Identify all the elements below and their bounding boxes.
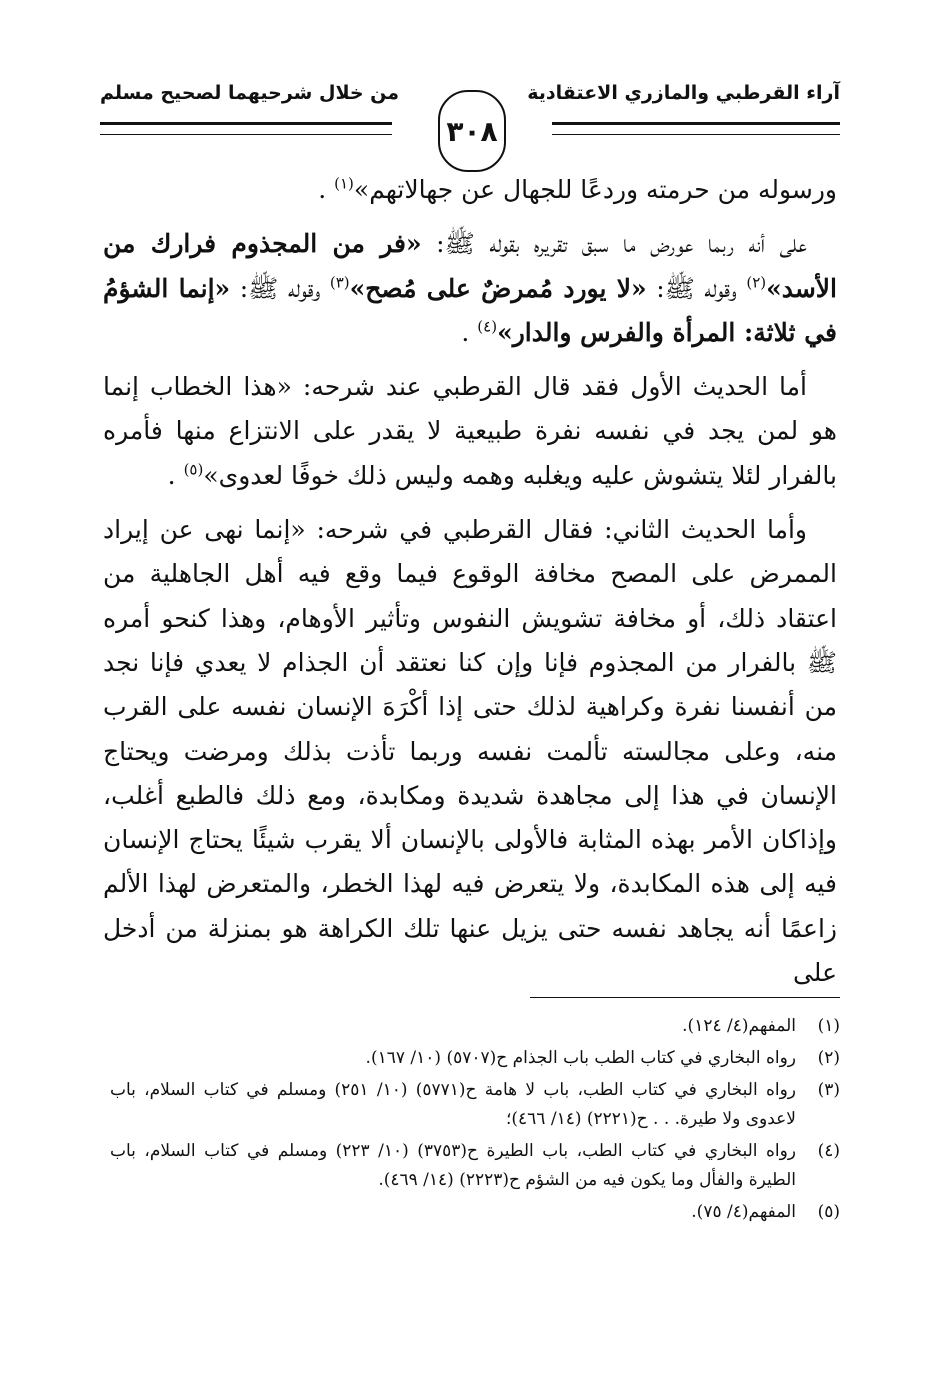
footnote-ref: (٤) [477, 317, 498, 336]
footnote-item [110, 1198, 840, 1227]
footnote-text: رواه البخاري في كتاب الطب، باب لا هامة ح(٥٧٧١) (١٠/ ٢٥١) ومسلم في كتاب السلام، باب لاعدوى ولا طيرة. . . ح(٢٢٢١) (١٤/ ٤٦٦)؛ [110, 1080, 796, 1129]
paragraph-text: أما الحديث الأول فقد قال القرطبي عند شرحه: «هذا الخطاب إنما هو لمن يجد في نفسه نفرة طبيعية لا يقدر على الانتزاع منها فأمره بالفرار لئلا يتشوش عليه ويغلبه وهمه وليس ذلك خوفًا لعدوى» [103, 372, 837, 490]
footnote-ref: (٢) [746, 273, 767, 292]
main-text [103, 168, 837, 1005]
hadith-quote: «لا يورد مُمرضٌ على مُصح» [349, 273, 647, 303]
footnote-number: (١) [817, 1016, 840, 1036]
paragraph-4 [103, 508, 837, 995]
footnote-text: المفهم(٤/ ١٢٤). [682, 1016, 796, 1036]
footnote-ref: (١) [334, 174, 354, 193]
footnote-number: (٢) [817, 1048, 840, 1068]
paragraph-end: . [461, 317, 478, 347]
page-number: ٣٠٨ [438, 90, 506, 172]
paragraph-end: . [167, 460, 184, 490]
footnote-number: (٣) [817, 1080, 840, 1100]
paragraph-text: على أنه ربما عورض ما سبق تقريره بقوله ﷺ: [421, 229, 807, 259]
paragraph-end: . [318, 175, 335, 204]
footnote-item [110, 1012, 840, 1041]
footnote-text: المفهم(٤/ ٧٥). [691, 1202, 796, 1222]
footnote-item [110, 1044, 840, 1073]
header-book-subtitle: من خلال شرحيهما لصحيح مسلم [100, 82, 400, 104]
paragraph-3 [103, 365, 837, 498]
footnote-number: (٤) [817, 1141, 840, 1161]
footnote-item [110, 1137, 840, 1195]
footnote-text: رواه البخاري في كتاب الطب، باب الطيرة ح(٣٧٥٣) (١٠/ ٢٢٣) ومسلم في كتاب السلام، باب الطيرة والفأل وما يكون فيه من الشؤم ح(٢٢٢٣) (١٤/ ٤٦٩). [110, 1141, 796, 1190]
paragraph-2 [103, 222, 837, 355]
hadith-quote: «إنما الشؤمُ في ثلاثة: المرأة والفرس والدار» [103, 273, 837, 347]
footnote-text: رواه البخاري في كتاب الطب باب الجذام ح(٥٧٠٧) (١٠/ ١٦٧). [365, 1048, 796, 1068]
footnote-item [110, 1076, 840, 1134]
footnote-ref: (٥) [183, 460, 204, 479]
header-rule-left [100, 122, 392, 135]
header-rule-right [552, 122, 840, 135]
paragraph-text: وأما الحديث الثاني: فقال القرطبي في شرحه: «إنما نهى عن إيراد الممرض على المصح مخافة الوقوع فيما وقع فيه أهل الجاهلية من اعتقاد ذلك، أو مخافة تشويش النفوس وتأثير الأوهام، وهذا كنحو أمره ﷺ بالفرار من المجذوم فإنا وإن كنا نعتقد أن الجذام لا يعدي فإنا نجد من أنفسنا نفرة وكراهية لذلك حتى إذا أكْرَهَ الإنسان نفسه على القرب منه، وعلى مجالسته تألمت نفسه وربما تأذت بذلك ومرضت ويحتاج الإنسان في هذا إلى مجاهدة شديدة ومكابدة، ومع ذلك فالطبع أغلب، وإذاكان الأمر بهذه المثابة فالأولى بالإنسان ألا يقرب شيئًا يحتاج الإنسان فيه إلى هذه المكابدة، ولا يتعرض فيه لهذا الخطر، والمتعرض لهذا الألم زاعمًا أنه يجاهد نفسه حتى يزيل عنها تلك الكراهة هو بمنزلة من أدخل على [103, 515, 837, 988]
paragraph-text: ورسوله من حرمته وردعًا للجهال عن جهالاتهم» [353, 175, 837, 204]
paragraph-1 [103, 168, 837, 212]
footnote-separator [530, 997, 840, 998]
header-book-title: آراء القرطبي والمازري الاعتقادية [527, 82, 840, 104]
paragraph-text: وقوله ﷺ: [646, 273, 747, 303]
footnote-ref: (٣) [329, 273, 350, 292]
footnotes [110, 1012, 840, 1230]
hadith-quote: «فر من المجذوم فرارك من الأسد» [103, 229, 838, 303]
paragraph-text: وقوله ﷺ: [230, 273, 330, 303]
footnote-number: (٥) [817, 1202, 840, 1222]
running-header [100, 70, 840, 180]
